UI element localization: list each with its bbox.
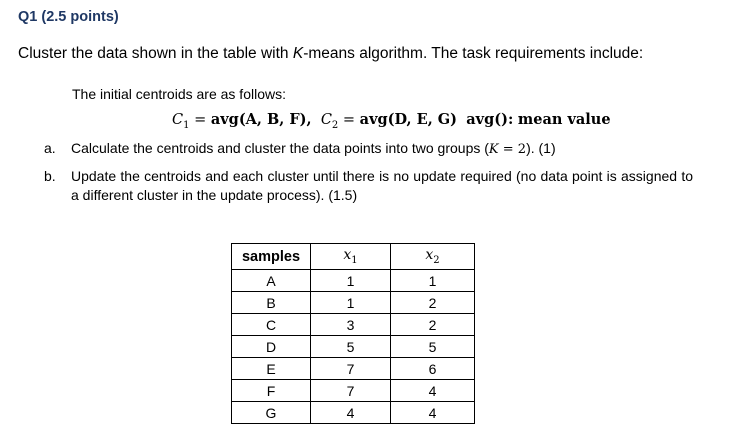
cell-x1: 1 xyxy=(311,270,391,292)
table-row xyxy=(232,336,475,358)
header-x2: $x_2$ xyxy=(391,244,475,270)
table-header-row xyxy=(232,244,475,270)
c1-expression: avg(A, B, F), xyxy=(210,111,312,128)
k-value: = 2 xyxy=(498,142,527,157)
task-item-a xyxy=(44,139,694,159)
cell-x1: 5 xyxy=(311,336,391,358)
item-label: b. xyxy=(44,168,56,184)
cell-x1: 3 xyxy=(311,314,391,336)
table-row xyxy=(232,380,475,402)
table-row xyxy=(232,270,475,292)
cell-x2: 4 xyxy=(391,402,475,424)
item-label: a. xyxy=(44,140,56,156)
table-row xyxy=(232,314,475,336)
initial-centroids-label: The initial centroids are as follows: xyxy=(72,86,286,102)
cell-sample: E xyxy=(232,358,311,380)
c1-subscript: 1 xyxy=(183,119,190,131)
intro-pre: Cluster the data shown in the table with xyxy=(18,45,293,62)
intro-k: K xyxy=(292,45,304,62)
centroid-formula xyxy=(172,111,611,131)
avg-term: avg(): xyxy=(466,111,514,128)
c2-symbol: C xyxy=(320,112,332,128)
question-title: Q1 (2.5 points) xyxy=(18,9,119,25)
c1-symbol: C xyxy=(172,112,184,128)
cell-sample: C xyxy=(232,314,311,336)
cell-sample: D xyxy=(232,336,311,358)
table-row xyxy=(232,358,475,380)
data-table xyxy=(231,243,475,424)
cell-x2: 4 xyxy=(391,380,475,402)
task-item-b xyxy=(44,167,694,207)
cell-sample: G xyxy=(232,402,311,424)
header-samples: samples xyxy=(232,244,311,270)
cell-x1: 4 xyxy=(311,402,391,424)
intro-post: -means algorithm. The task requirements include: xyxy=(303,45,644,62)
cell-x2: 6 xyxy=(391,358,475,380)
c2-subscript: 2 xyxy=(331,119,339,131)
c1-equals: = xyxy=(194,112,207,128)
header-x1: $x_1$ xyxy=(311,244,391,270)
cell-x2: 1 xyxy=(391,270,475,292)
table-row xyxy=(232,292,475,314)
cell-x2: 2 xyxy=(391,314,475,336)
cell-x1: 7 xyxy=(311,380,391,402)
cell-sample: B xyxy=(232,292,311,314)
avg-description: mean value xyxy=(517,111,611,128)
question-intro xyxy=(18,45,643,63)
c2-expression: avg(D, E, G) xyxy=(359,111,458,128)
k-variable: K xyxy=(488,142,499,157)
cell-x2: 2 xyxy=(391,292,475,314)
item-text: Calculate the centroids and cluster the data points into two groups (K = 2). (1) xyxy=(71,140,556,157)
cell-sample: F xyxy=(232,380,311,402)
cell-x1: 7 xyxy=(311,358,391,380)
cell-x2: 5 xyxy=(391,336,475,358)
cell-sample: A xyxy=(232,270,311,292)
c2-equals: = xyxy=(342,112,356,128)
item-text: Update the centroids and each cluster until there is no update required (no data point is assigned to a different cluster in the update process). (1.5) xyxy=(71,168,693,203)
table-row xyxy=(232,402,475,424)
cell-x1: 1 xyxy=(311,292,391,314)
